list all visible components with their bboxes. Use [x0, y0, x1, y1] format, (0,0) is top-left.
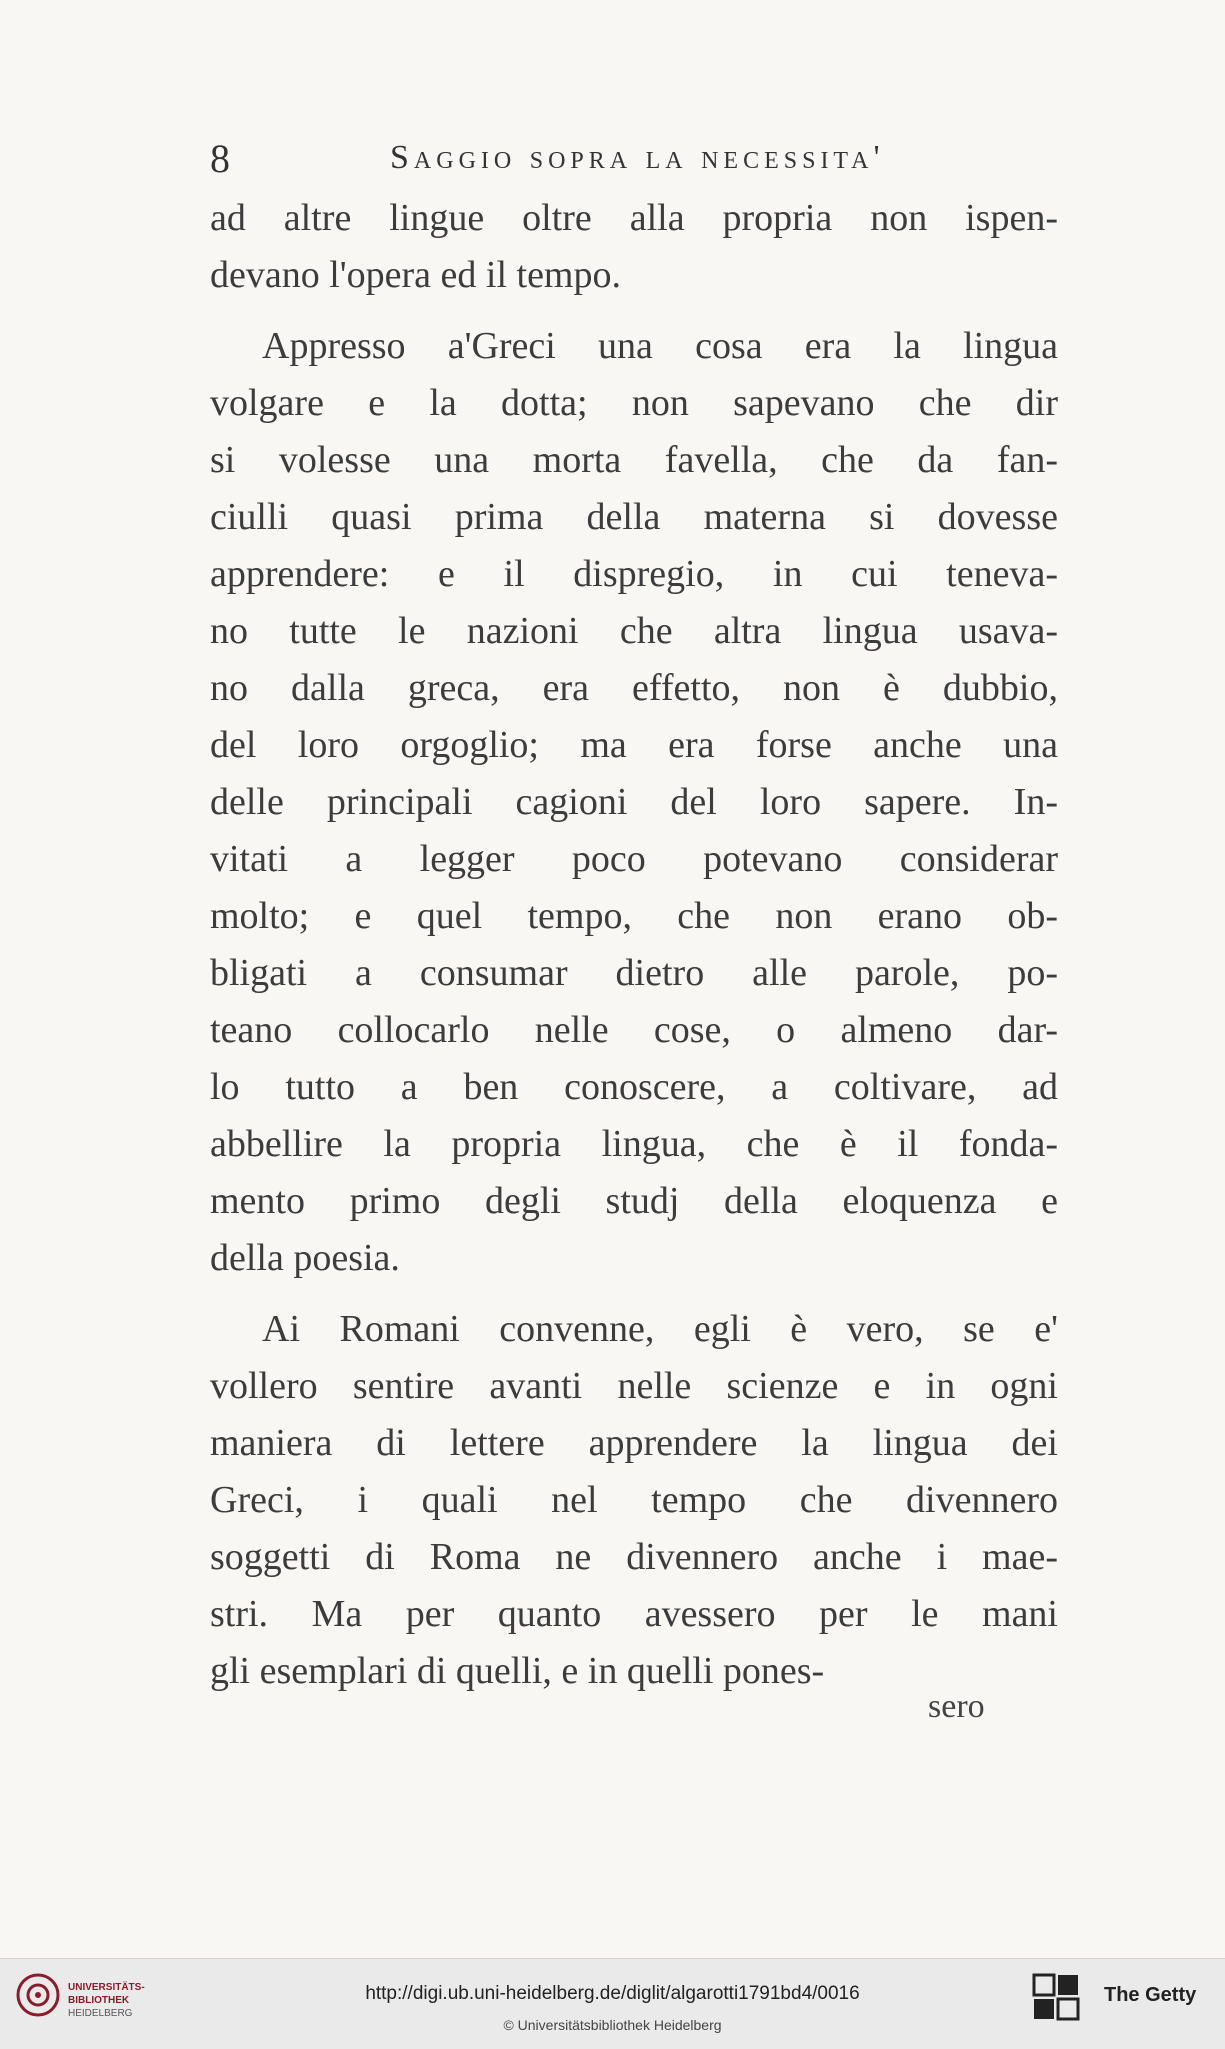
text-line: lo tutto a ben conoscere, a coltivare, ad: [210, 1066, 1058, 1108]
text-line: stri. Ma per quanto avessero per le mani: [210, 1593, 1058, 1635]
running-head: Saggio sopra la necessita': [390, 139, 885, 176]
permalink-url[interactable]: http://digi.ub.uni-heidelberg.de/diglit/algarotti1791bd4/0016: [365, 1983, 860, 2004]
text-line: abbellire la propria lingua, che è il fonda-: [210, 1123, 1058, 1165]
text-line: si volesse una morta favella, che da fan-: [210, 439, 1058, 481]
text-line: devano l'opera ed il tempo.: [210, 254, 621, 296]
text-line: no tutte le nazioni che altra lingua usava-: [210, 610, 1058, 652]
text-line: molto; e quel tempo, che non erano ob-: [210, 895, 1058, 937]
page-number: 8: [210, 136, 230, 181]
text-line: della poesia.: [210, 1237, 400, 1279]
text-line: delle principali cagioni del loro sapere. In-: [210, 781, 1058, 823]
text-line: vitati a legger poco potevano considerar: [210, 838, 1058, 880]
text-line: mento primo degli studj della eloquenza e: [210, 1180, 1058, 1222]
getty-logo-icon: [1032, 1973, 1080, 2021]
text-line: Greci, i quali nel tempo che divennero: [210, 1479, 1058, 1521]
text-line: vollero sentire avanti nelle scienze e in ogni: [210, 1365, 1058, 1407]
text-line: gli esemplari di quelli, e in quelli pones-: [210, 1650, 825, 1692]
text-line: Appresso a'Greci una cosa era la lingua: [262, 325, 1058, 367]
copyright-notice: © Universitätsbibliothek Heidelberg: [503, 2017, 722, 2033]
page-header: [210, 135, 1060, 185]
library-name-line: BIBLIOTHEK: [68, 1995, 130, 2006]
library-name-line: HEIDELBERG: [68, 2008, 133, 2019]
partner-name: The Getty: [1104, 1984, 1197, 2006]
text-line: no dalla greca, era effetto, non è dubbio,: [210, 667, 1058, 709]
text-line: maniera di lettere apprendere la lingua dei: [210, 1422, 1058, 1464]
text-line: Ai Romani convenne, egli è vero, se e': [262, 1308, 1058, 1350]
footer-bar: [0, 1958, 1225, 2049]
text-line: ciulli quasi prima della materna si dovesse: [210, 496, 1058, 538]
text-line: bligati a consumar dietro alle parole, po-: [210, 952, 1058, 994]
paragraph-gap: [210, 1287, 1058, 1301]
text-line: ad altre lingue oltre alla propria non ispen-: [210, 197, 1058, 239]
text-line: volgare e la dotta; non sapevano che dir: [210, 382, 1058, 424]
catchword: sero: [928, 1688, 985, 1725]
text-line: del loro orgoglio; ma era forse anche una: [210, 724, 1058, 766]
body-text: [210, 190, 1058, 1700]
text-line: soggetti di Roma ne divennero anche i mae-: [210, 1536, 1058, 1578]
text-line: apprendere: e il dispregio, in cui teneva-: [210, 553, 1058, 595]
paragraph-gap: [210, 304, 1058, 318]
text-line: teano collocarlo nelle cose, o almeno dar-: [210, 1009, 1058, 1051]
library-name-line: UNIVERSITÄTS-: [68, 1982, 145, 1993]
